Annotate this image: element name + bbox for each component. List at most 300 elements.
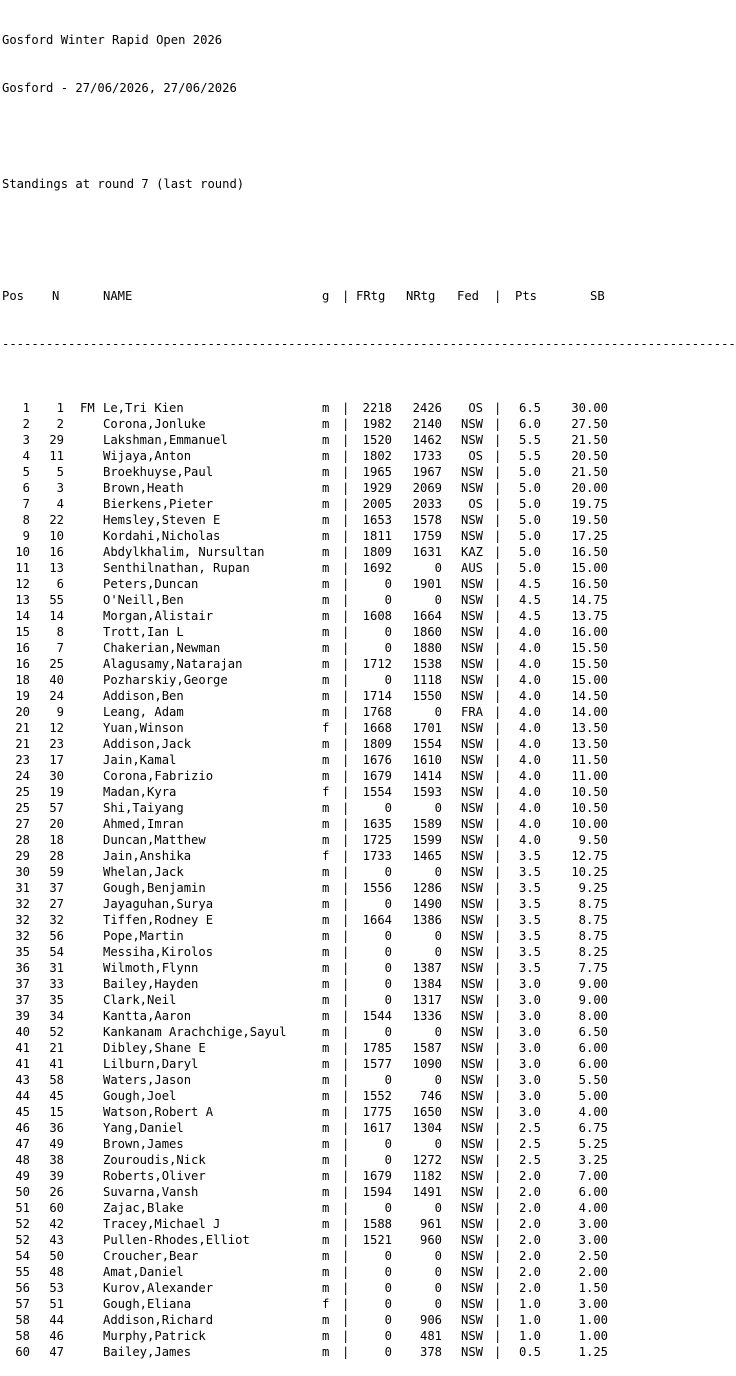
col-divider: |	[342, 785, 350, 799]
cell-start-number: 19	[49, 785, 64, 799]
cell-nrtg: 1631	[412, 545, 442, 559]
cell-pos: 10	[15, 545, 30, 559]
col-divider: |	[342, 833, 350, 847]
cell-start-number: 31	[49, 961, 64, 975]
cell-gender: m	[322, 529, 330, 543]
cell-pos: 23	[15, 753, 30, 767]
cell-player-name: Leang, Adam	[103, 705, 184, 719]
cell-federation: NSW	[460, 577, 483, 591]
col-divider: |	[494, 465, 502, 479]
cell-frtg: 1679	[362, 1169, 392, 1183]
cell-nrtg: 1465	[412, 849, 442, 863]
cell-gender: m	[322, 433, 330, 447]
table-row	[2, 400, 618, 416]
cell-sonneborn-berger: 8.75	[578, 897, 608, 911]
cell-gender: m	[322, 401, 330, 415]
cell-nrtg: 1182	[412, 1169, 442, 1183]
cell-start-number: 35	[49, 993, 64, 1007]
col-divider: |	[494, 609, 502, 623]
col-divider: |	[342, 993, 350, 1007]
cell-start-number: 22	[49, 513, 64, 527]
cell-gender: m	[322, 641, 330, 655]
cell-sonneborn-berger: 1.25	[578, 1345, 608, 1359]
cell-gender: m	[322, 449, 330, 463]
cell-frtg: 1608	[362, 609, 392, 623]
cell-start-number: 20	[49, 817, 64, 831]
cell-pos: 25	[15, 785, 30, 799]
cell-points: 4.0	[518, 705, 541, 719]
cell-points: 4.0	[518, 833, 541, 847]
col-divider: |	[494, 1297, 502, 1311]
cell-start-number: 8	[56, 625, 64, 639]
col-divider: |	[494, 961, 502, 975]
cell-frtg: 1733	[362, 849, 392, 863]
cell-player-name: Lakshman,Emmanuel	[103, 433, 228, 447]
cell-start-number: 14	[49, 609, 64, 623]
cell-gender: m	[322, 1201, 330, 1215]
cell-frtg: 0	[384, 673, 392, 687]
cell-federation: NSW	[460, 673, 483, 687]
cell-pos: 21	[15, 737, 30, 751]
col-divider: |	[494, 1057, 502, 1071]
cell-player-name: Brown,James	[103, 1137, 184, 1151]
cell-federation: NSW	[460, 1249, 483, 1263]
cell-start-number: 33	[49, 977, 64, 991]
cell-pos: 12	[15, 577, 30, 591]
cell-nrtg: 1090	[412, 1057, 442, 1071]
cell-start-number: 38	[49, 1153, 64, 1167]
cell-nrtg: 0	[434, 561, 442, 575]
cell-points: 5.0	[518, 545, 541, 559]
cell-sonneborn-berger: 6.00	[578, 1185, 608, 1199]
cell-player-name: Addison,Jack	[103, 737, 192, 751]
cell-federation: NSW	[460, 465, 483, 479]
cell-pos: 16	[15, 641, 30, 655]
cell-nrtg: 746	[419, 1089, 442, 1103]
cell-points: 4.0	[518, 737, 541, 751]
cell-start-number: 58	[49, 1073, 64, 1087]
col-divider: |	[342, 945, 350, 959]
table-row	[2, 976, 618, 992]
cell-gender: m	[322, 657, 330, 671]
cell-nrtg: 2069	[412, 481, 442, 495]
cell-pos: 7	[22, 497, 30, 511]
cell-gender: m	[322, 897, 330, 911]
cell-gender: m	[322, 545, 330, 559]
cell-pos: 37	[15, 993, 30, 1007]
cell-frtg: 0	[384, 801, 392, 815]
col-divider: |	[342, 753, 350, 767]
table-row	[2, 928, 618, 944]
cell-pos: 2	[22, 417, 30, 431]
cell-frtg: 1664	[362, 913, 392, 927]
col-divider: |	[342, 801, 350, 815]
cell-federation: NSW	[460, 817, 483, 831]
cell-start-number: 18	[49, 833, 64, 847]
col-divider: |	[494, 1169, 502, 1183]
cell-start-number: 56	[49, 929, 64, 943]
cell-start-number: 7	[56, 641, 64, 655]
cell-federation: OS	[468, 401, 483, 415]
cell-sonneborn-berger: 5.50	[578, 1073, 608, 1087]
cell-points: 4.0	[518, 673, 541, 687]
cell-gender: m	[322, 625, 330, 639]
cell-frtg: 0	[384, 1073, 392, 1087]
cell-player-name: Croucher,Bear	[103, 1249, 199, 1263]
cell-sonneborn-berger: 8.25	[578, 945, 608, 959]
cell-federation: NSW	[460, 529, 483, 543]
table-row	[2, 1040, 618, 1056]
table-row	[2, 1248, 618, 1264]
cell-sonneborn-berger: 21.50	[571, 433, 608, 447]
cell-federation: NSW	[460, 1217, 483, 1231]
cell-gender: m	[322, 1249, 330, 1263]
cell-federation: NSW	[460, 1057, 483, 1071]
cell-frtg: 0	[384, 993, 392, 1007]
cell-points: 4.5	[518, 593, 541, 607]
cell-points: 2.0	[518, 1217, 541, 1231]
col-divider: |	[494, 673, 502, 687]
cell-sonneborn-berger: 17.25	[571, 529, 608, 543]
cell-frtg: 0	[384, 1265, 392, 1279]
cell-gender: m	[322, 977, 330, 991]
cell-gender: m	[322, 1345, 330, 1359]
table-row	[2, 672, 618, 688]
cell-federation: NSW	[460, 833, 483, 847]
cell-pos: 15	[15, 625, 30, 639]
col-divider: |	[342, 641, 350, 655]
cell-player-name: Hemsley,Steven E	[103, 513, 221, 527]
cell-gender: m	[322, 1121, 330, 1135]
col-divider: |	[342, 1201, 350, 1215]
col-divider: |	[494, 561, 502, 575]
col-divider: |	[494, 625, 502, 639]
cell-nrtg: 1491	[412, 1185, 442, 1199]
cell-frtg: 1965	[362, 465, 392, 479]
cell-sonneborn-berger: 15.00	[571, 561, 608, 575]
cell-start-number: 16	[49, 545, 64, 559]
col-fed-header: Fed	[457, 289, 480, 303]
cell-gender: m	[322, 1153, 330, 1167]
cell-sonneborn-berger: 6.50	[578, 1025, 608, 1039]
cell-federation: NSW	[460, 769, 483, 783]
cell-gender: m	[322, 1233, 330, 1247]
col-divider: |	[494, 945, 502, 959]
table-row	[2, 960, 618, 976]
col-divider: |	[494, 401, 502, 415]
cell-points: 4.0	[518, 769, 541, 783]
cell-player-name: Bailey,James	[103, 1345, 192, 1359]
col-divider: |	[494, 1313, 502, 1327]
cell-start-number: 9	[56, 705, 64, 719]
cell-start-number: 10	[49, 529, 64, 543]
table-row	[2, 912, 618, 928]
cell-frtg: 1552	[362, 1089, 392, 1103]
col-divider: |	[494, 545, 502, 559]
cell-federation: NSW	[460, 1073, 483, 1087]
col-divider: |	[342, 1217, 350, 1231]
cell-sonneborn-berger: 2.50	[578, 1249, 608, 1263]
cell-nrtg: 378	[419, 1345, 442, 1359]
cell-player-name: Pullen-Rhodes,Elliot	[103, 1233, 250, 1247]
cell-frtg: 0	[384, 1025, 392, 1039]
cell-pos: 9	[22, 529, 30, 543]
cell-player-name: Wijaya,Anton	[103, 449, 192, 463]
cell-frtg: 1811	[362, 529, 392, 543]
table-row	[2, 800, 618, 816]
col-divider: |	[342, 865, 350, 879]
cell-nrtg: 1317	[412, 993, 442, 1007]
cell-gender: m	[322, 801, 330, 815]
cell-sonneborn-berger: 16.50	[571, 577, 608, 591]
col-divider: |	[342, 1073, 350, 1087]
cell-points: 3.5	[518, 849, 541, 863]
tournament-location-dates: Gosford - 27/06/2026, 27/06/2026	[2, 81, 237, 95]
cell-points: 4.0	[518, 641, 541, 655]
col-divider: |	[342, 897, 350, 911]
cell-start-number: 23	[49, 737, 64, 751]
cell-federation: NSW	[460, 1025, 483, 1039]
table-row	[2, 1344, 618, 1360]
cell-start-number: 1	[56, 401, 64, 415]
cell-points: 3.5	[518, 929, 541, 943]
cell-gender: m	[322, 1041, 330, 1055]
cell-start-number: 28	[49, 849, 64, 863]
cell-federation: NSW	[460, 1329, 483, 1343]
cell-start-number: 44	[49, 1313, 64, 1327]
cell-player-name: Zajac,Blake	[103, 1201, 184, 1215]
cell-player-name: Bierkens,Pieter	[103, 497, 214, 511]
cell-gender: m	[322, 1281, 330, 1295]
cell-frtg: 0	[384, 945, 392, 959]
cell-federation: OS	[468, 497, 483, 511]
cell-nrtg: 960	[419, 1233, 442, 1247]
cell-points: 5.0	[518, 465, 541, 479]
col-divider: |	[342, 881, 350, 895]
cell-gender: m	[322, 673, 330, 687]
col-divider: |	[342, 705, 350, 719]
cell-player-name: Morgan,Alistair	[103, 609, 214, 623]
col-divider: |	[342, 961, 350, 975]
cell-frtg: 1929	[362, 481, 392, 495]
cell-sonneborn-berger: 30.00	[571, 401, 608, 415]
cell-gender: f	[322, 785, 330, 799]
cell-nrtg: 2033	[412, 497, 442, 511]
cell-sonneborn-berger: 1.00	[578, 1329, 608, 1343]
cell-gender: m	[322, 497, 330, 511]
cell-gender: m	[322, 769, 330, 783]
cell-start-number: 60	[49, 1201, 64, 1215]
col-divider: |	[494, 993, 502, 1007]
cell-pos: 35	[15, 945, 30, 959]
cell-start-number: 54	[49, 945, 64, 959]
cell-points: 5.5	[518, 449, 541, 463]
cell-pos: 32	[15, 897, 30, 911]
cell-frtg: 2218	[362, 401, 392, 415]
col-divider: |	[342, 977, 350, 991]
cell-sonneborn-berger: 16.50	[571, 545, 608, 559]
cell-start-number: 34	[49, 1009, 64, 1023]
cell-sonneborn-berger: 8.75	[578, 913, 608, 927]
cell-nrtg: 906	[419, 1313, 442, 1327]
cell-player-name: Yuan,Winson	[103, 721, 184, 735]
table-row	[2, 1328, 618, 1344]
cell-player-name: Madan,Kyra	[103, 785, 177, 799]
cell-player-name: Suvarna,Vansh	[103, 1185, 199, 1199]
cell-sonneborn-berger: 14.50	[571, 689, 608, 703]
cell-gender: m	[322, 737, 330, 751]
cell-points: 3.5	[518, 913, 541, 927]
table-row	[2, 1024, 618, 1040]
cell-points: 3.0	[518, 1025, 541, 1039]
cell-player-name: Gough,Joel	[103, 1089, 177, 1103]
cell-player-name: Jain,Anshika	[103, 849, 192, 863]
cell-start-number: 5	[56, 465, 64, 479]
col-divider: |	[494, 1073, 502, 1087]
table-row	[2, 752, 618, 768]
cell-nrtg: 0	[434, 1025, 442, 1039]
col-divider: |	[494, 785, 502, 799]
cell-sonneborn-berger: 6.00	[578, 1057, 608, 1071]
cell-points: 3.0	[518, 1057, 541, 1071]
cell-gender: m	[322, 1057, 330, 1071]
col-divider: |	[494, 289, 502, 303]
cell-frtg: 1635	[362, 817, 392, 831]
cell-pos: 19	[15, 689, 30, 703]
cell-gender: m	[322, 465, 330, 479]
cell-gender: m	[322, 1169, 330, 1183]
col-divider: |	[342, 481, 350, 495]
table-row	[2, 880, 618, 896]
cell-start-number: 15	[49, 1105, 64, 1119]
table-row	[2, 864, 618, 880]
cell-frtg: 0	[384, 593, 392, 607]
cell-federation: OS	[468, 449, 483, 463]
col-pts-header: Pts	[515, 289, 538, 303]
col-divider: |	[342, 673, 350, 687]
cell-start-number: 12	[49, 721, 64, 735]
cell-sonneborn-berger: 8.75	[578, 929, 608, 943]
col-divider: |	[494, 433, 502, 447]
cell-points: 2.0	[518, 1249, 541, 1263]
cell-pos: 55	[15, 1265, 30, 1279]
col-divider: |	[342, 593, 350, 607]
cell-federation: NSW	[460, 737, 483, 751]
cell-gender: m	[322, 1217, 330, 1231]
col-name-header: NAME	[103, 289, 133, 303]
cell-federation: NSW	[460, 785, 483, 799]
standings-caption: Standings at round 7 (last round)	[2, 177, 245, 191]
cell-nrtg: 0	[434, 1265, 442, 1279]
col-divider: |	[342, 433, 350, 447]
cell-player-name: Yang,Daniel	[103, 1121, 184, 1135]
cell-start-number: 51	[49, 1297, 64, 1311]
cell-sonneborn-berger: 9.00	[578, 977, 608, 991]
cell-points: 2.0	[518, 1185, 541, 1199]
cell-federation: NSW	[460, 1233, 483, 1247]
cell-sonneborn-berger: 13.75	[571, 609, 608, 623]
col-divider: |	[494, 769, 502, 783]
cell-start-number: 32	[49, 913, 64, 927]
cell-gender: m	[322, 705, 330, 719]
cell-player-name: Kurov,Alexander	[103, 1281, 214, 1295]
col-divider: |	[494, 929, 502, 943]
cell-federation: AUS	[460, 561, 483, 575]
cell-sonneborn-berger: 10.50	[571, 801, 608, 815]
table-row	[2, 576, 618, 592]
cell-pos: 32	[15, 929, 30, 943]
cell-frtg: 1714	[362, 689, 392, 703]
cell-player-name: Trott,Ian L	[103, 625, 184, 639]
cell-points: 3.0	[518, 1041, 541, 1055]
table-row	[2, 1280, 618, 1296]
cell-points: 1.0	[518, 1329, 541, 1343]
cell-points: 1.0	[518, 1313, 541, 1327]
cell-pos: 41	[15, 1041, 30, 1055]
cell-federation: NSW	[460, 513, 483, 527]
cell-federation: NSW	[460, 1105, 483, 1119]
cell-points: 3.0	[518, 1073, 541, 1087]
col-divider: |	[342, 657, 350, 671]
cell-points: 3.5	[518, 897, 541, 911]
cell-sonneborn-berger: 19.50	[571, 513, 608, 527]
cell-federation: FRA	[460, 705, 483, 719]
cell-gender: m	[322, 1185, 330, 1199]
cell-federation: NSW	[460, 1345, 483, 1359]
col-divider: |	[494, 1329, 502, 1343]
cell-player-name: Tiffen,Rodney E	[103, 913, 214, 927]
col-divider: |	[342, 289, 350, 303]
cell-nrtg: 1286	[412, 881, 442, 895]
cell-nrtg: 1384	[412, 977, 442, 991]
cell-frtg: 0	[384, 577, 392, 591]
cell-start-number: 25	[49, 657, 64, 671]
cell-frtg: 0	[384, 1313, 392, 1327]
table-row	[2, 1200, 618, 1216]
cell-points: 2.0	[518, 1265, 541, 1279]
cell-sonneborn-berger: 6.00	[578, 1041, 608, 1055]
cell-sonneborn-berger: 4.00	[578, 1201, 608, 1215]
col-divider: |	[342, 1297, 350, 1311]
col-divider: |	[494, 705, 502, 719]
cell-points: 3.0	[518, 1105, 541, 1119]
cell-sonneborn-berger: 10.50	[571, 785, 608, 799]
table-row	[2, 416, 618, 432]
cell-pos: 11	[15, 561, 30, 575]
col-divider: |	[342, 1265, 350, 1279]
col-divider: |	[342, 721, 350, 735]
cell-frtg: 1520	[362, 433, 392, 447]
col-divider: |	[342, 449, 350, 463]
table-row	[2, 1152, 618, 1168]
cell-federation: NSW	[460, 865, 483, 879]
col-divider: |	[494, 1201, 502, 1215]
cell-gender: m	[322, 689, 330, 703]
cell-points: 2.0	[518, 1169, 541, 1183]
cell-nrtg: 1550	[412, 689, 442, 703]
cell-points: 4.0	[518, 801, 541, 815]
cell-pos: 4	[22, 449, 30, 463]
cell-frtg: 1692	[362, 561, 392, 575]
cell-federation: NSW	[460, 593, 483, 607]
cell-pos: 52	[15, 1217, 30, 1231]
cell-points: 2.0	[518, 1201, 541, 1215]
col-divider: |	[342, 689, 350, 703]
cell-federation: NSW	[460, 1121, 483, 1135]
cell-federation: NSW	[460, 1169, 483, 1183]
cell-start-number: 29	[49, 433, 64, 447]
cell-nrtg: 1578	[412, 513, 442, 527]
